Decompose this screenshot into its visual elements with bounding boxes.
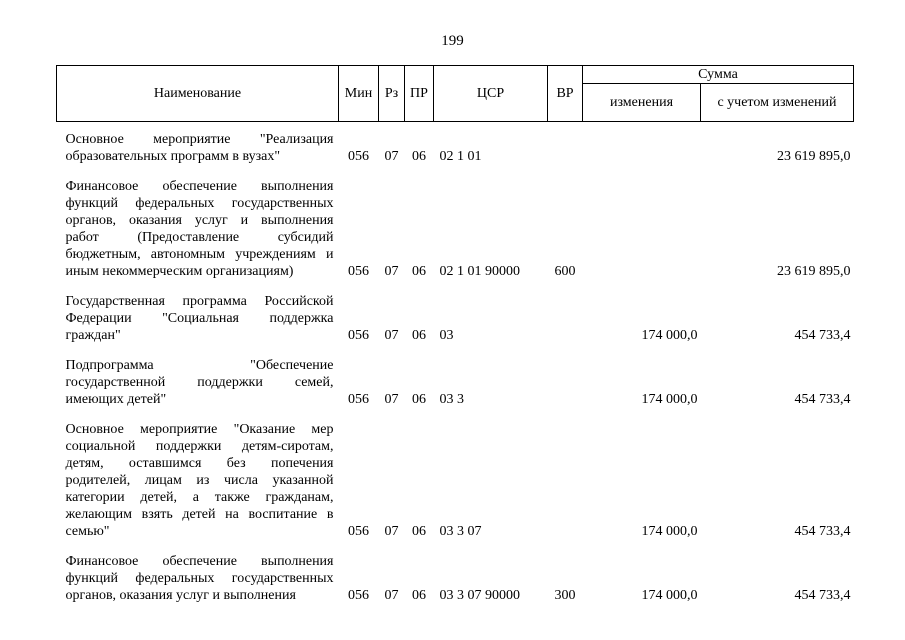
header-name: Наименование xyxy=(57,66,339,122)
row-name-line: органов, оказания услуг и выполнения xyxy=(65,213,334,228)
header-vr: ВР xyxy=(548,66,583,122)
row-name-line: функций федеральных государственных xyxy=(65,571,334,586)
row-pr: 06 xyxy=(412,328,426,343)
header-changes: изменения xyxy=(583,84,701,122)
row-min: 056 xyxy=(348,588,369,603)
row-name xyxy=(57,344,339,408)
row-name-line: семью" xyxy=(65,524,110,539)
header-rz: Рз xyxy=(379,66,405,122)
row-vr xyxy=(548,408,583,540)
row-name xyxy=(57,165,339,280)
header-with-changes: с учетом изменений xyxy=(701,84,854,122)
table-row xyxy=(57,122,854,166)
header-min: Мин xyxy=(339,66,379,122)
row-total: 454 733,4 xyxy=(794,524,851,539)
row-min: 056 xyxy=(348,392,369,407)
row-csr: 03 3 07 xyxy=(439,524,482,539)
row-pr: 06 xyxy=(412,149,426,164)
row-vr xyxy=(548,280,583,344)
row-name-line: Федерации "Социальная поддержка xyxy=(65,311,334,326)
row-total: 454 733,4 xyxy=(794,392,851,407)
row-csr: 03 3 07 90000 xyxy=(439,588,520,603)
row-name-line: желающим взять детей на воспитание в xyxy=(65,507,334,522)
header-csr: ЦСР xyxy=(434,66,548,122)
row-name-line: органов, оказания услуг и выполнения xyxy=(65,588,296,603)
page-number: 199 xyxy=(441,33,464,49)
table-header xyxy=(57,66,854,122)
row-rz: 07 xyxy=(384,264,399,279)
row-vr: 300 xyxy=(554,588,576,603)
row-name xyxy=(57,540,339,604)
row-min: 056 xyxy=(348,524,369,539)
row-name-line: работ (Предоставление субсидий xyxy=(65,230,334,245)
row-vr: 600 xyxy=(554,264,576,279)
row-total: 23 619 895,0 xyxy=(777,264,851,279)
row-rz: 07 xyxy=(384,524,399,539)
row-changes xyxy=(583,122,701,166)
row-changes: 174 000,0 xyxy=(641,524,698,539)
row-name-line: Финансовое обеспечение выполнения xyxy=(65,554,334,569)
row-name-line: категории детей, а также гражданам, xyxy=(65,490,334,505)
row-name-line: Финансовое обеспечение выполнения xyxy=(65,179,334,194)
row-csr: 02 1 01 90000 xyxy=(439,264,520,279)
row-csr: 03 3 xyxy=(439,392,464,407)
row-name-line: граждан" xyxy=(65,328,121,343)
row-vr xyxy=(548,122,583,166)
row-name xyxy=(57,280,339,344)
row-pr: 06 xyxy=(412,588,426,603)
table-row xyxy=(57,408,854,540)
row-total: 454 733,4 xyxy=(794,588,851,603)
row-name-line: иным некоммерческим организациям) xyxy=(65,264,294,279)
row-name-line: Основное мероприятие "Оказание мер xyxy=(65,422,334,437)
row-pr: 06 xyxy=(412,264,426,279)
row-name-line: имеющих детей" xyxy=(65,392,167,407)
row-name-line: государственной поддержки семей, xyxy=(65,375,334,390)
budget-table xyxy=(56,65,854,604)
row-name-line: Государственная программа Российской xyxy=(65,294,334,309)
row-rz: 07 xyxy=(384,588,399,603)
table-row xyxy=(57,540,854,604)
row-name-line: функций федеральных государственных xyxy=(65,196,334,211)
row-total: 23 619 895,0 xyxy=(777,149,851,164)
row-name-line: бюджетным, автономным учреждениям и xyxy=(65,247,334,262)
row-csr: 02 1 01 xyxy=(439,149,482,164)
row-name-line: образовательных программ в вузах" xyxy=(65,149,281,164)
table-row xyxy=(57,165,854,280)
row-min: 056 xyxy=(348,149,369,164)
row-vr xyxy=(548,344,583,408)
table-body xyxy=(57,122,854,605)
row-rz: 07 xyxy=(384,149,399,164)
table-row xyxy=(57,280,854,344)
row-changes: 174 000,0 xyxy=(641,328,698,343)
row-pr: 06 xyxy=(412,392,426,407)
table-row xyxy=(57,344,854,408)
row-rz: 07 xyxy=(384,328,399,343)
row-name-line: Подпрограмма "Обеспечение xyxy=(65,358,334,373)
row-name-line: Основное мероприятие "Реализация xyxy=(65,132,334,147)
row-pr: 06 xyxy=(412,524,426,539)
row-min: 056 xyxy=(348,328,369,343)
row-changes xyxy=(583,165,701,280)
row-csr: 03 xyxy=(439,328,454,343)
row-name xyxy=(57,122,339,166)
row-name xyxy=(57,408,339,540)
header-sum: Сумма xyxy=(583,66,854,84)
row-changes: 174 000,0 xyxy=(641,392,698,407)
row-total: 454 733,4 xyxy=(794,328,851,343)
row-name-line: социальной поддержки детям-сиротам, xyxy=(65,439,334,454)
row-name-line: детям, оставшимся без попечения xyxy=(65,456,334,471)
row-name-line: родителей, лицам из числа указанной xyxy=(65,473,334,488)
header-pr: ПР xyxy=(405,66,434,122)
row-rz: 07 xyxy=(384,392,399,407)
row-min: 056 xyxy=(348,264,369,279)
row-changes: 174 000,0 xyxy=(641,588,698,603)
